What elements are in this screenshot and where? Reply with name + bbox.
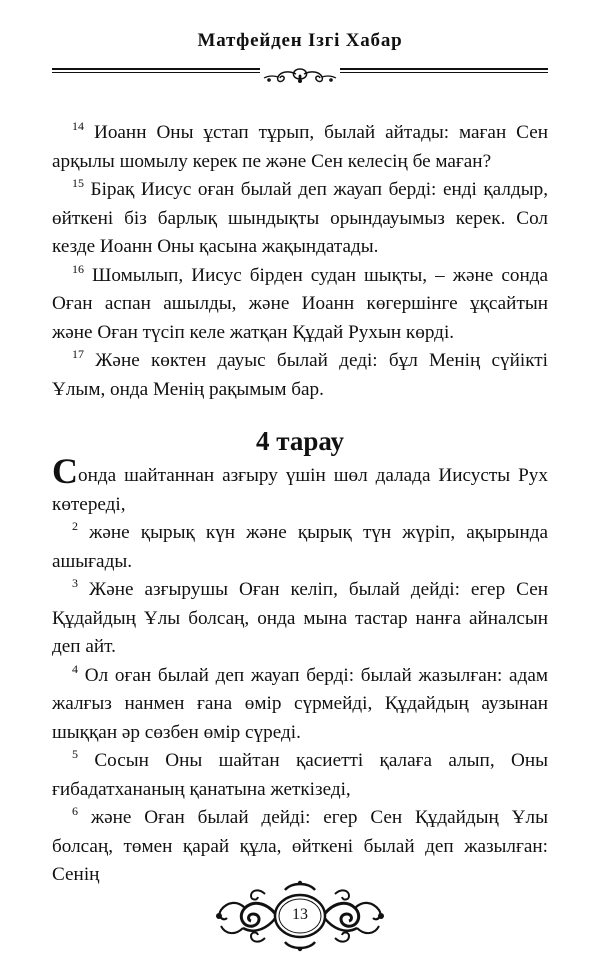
verse-text: Ол оған былай деп жауап берді: былай жазылған: адам жалғыз нанмен ғана өмір сүрмейді, Құдайдың аузынан шыққан әр сөзбен өмір сүреді. bbox=[52, 664, 548, 743]
page-number: 13 bbox=[292, 906, 308, 923]
verse-number: 15 bbox=[72, 176, 84, 190]
verse-paragraph bbox=[52, 576, 548, 662]
verse-text: Сосын Оны шайтан қасиетті қалаға алып, Оны ғибадатхананың қанатына жеткізеді, bbox=[52, 750, 548, 800]
verse-text: Және көктен дауыс былай деді: бұл Менің сүйікті Ұлым, онда Менің рақымым бар. bbox=[52, 350, 548, 400]
verse-text: Шомылып, Иисус бірден судан шықты, – және сонда Оған аспан ашылды, және Иоанн көгершінге ұқсайтын және Оған түсіп келе жатқан Құдай Рухын көрді. bbox=[52, 264, 548, 343]
verse-number: 5 bbox=[72, 747, 78, 761]
verse-number: 4 bbox=[72, 661, 78, 676]
chapter-heading: 4 тарау bbox=[256, 426, 344, 456]
verse-paragraph bbox=[52, 662, 548, 748]
header-ornament-icon bbox=[260, 66, 340, 86]
verse-paragraph bbox=[52, 176, 548, 262]
drop-cap: С bbox=[52, 451, 78, 491]
verse-text: Бірақ Иисус оған былай деп жауап берді: енді қалдыр, өйткені біз барлық шындықты орындауымыз керек. Сол кезде Иоанн Оны қасына жақындатады. bbox=[52, 179, 548, 257]
verse-text: Иоанн Оны ұстап тұрып, былай айтады: маған Сен арқылы шомылу керек пе және Сен келесің бе маған? bbox=[52, 122, 548, 172]
page-body bbox=[52, 119, 548, 890]
verse-number: 6 bbox=[72, 804, 78, 818]
verse-paragraph bbox=[52, 519, 548, 576]
verse-text: онда шайтаннан азғыру үшін шөл далада Иисусты Рух көтереді, bbox=[52, 465, 548, 515]
chapter-first-paragraph bbox=[52, 451, 548, 519]
running-header-title: Матфейден Ізгі Хабар bbox=[197, 30, 403, 51]
verse-paragraph bbox=[52, 119, 548, 176]
verse-paragraph bbox=[52, 262, 548, 348]
verse-text: және Оған былай дейді: егер Сен Құдайдың Ұлы болсаң, төмен қарай құла, өйткені былай деп жазылған: Сенің bbox=[52, 807, 548, 885]
verse-number: 3 bbox=[72, 576, 78, 590]
verse-paragraph bbox=[52, 804, 548, 890]
verse-number: 2 bbox=[72, 519, 78, 533]
verse-number: 14 bbox=[72, 119, 84, 133]
verse-text: және қырық күн және қырық түн жүріп, ақырында ашығады. bbox=[52, 522, 548, 572]
verse-number: 16 bbox=[72, 261, 84, 276]
verse-paragraph bbox=[52, 347, 548, 404]
verse-paragraph bbox=[52, 747, 548, 804]
verse-number: 17 bbox=[72, 347, 84, 361]
verse-text: Және азғырушы Оған келіп, былай дейді: егер Сен Құдайдың Ұлы болсаң, онда мына тастар нанға айналсын деп айт. bbox=[52, 579, 548, 657]
